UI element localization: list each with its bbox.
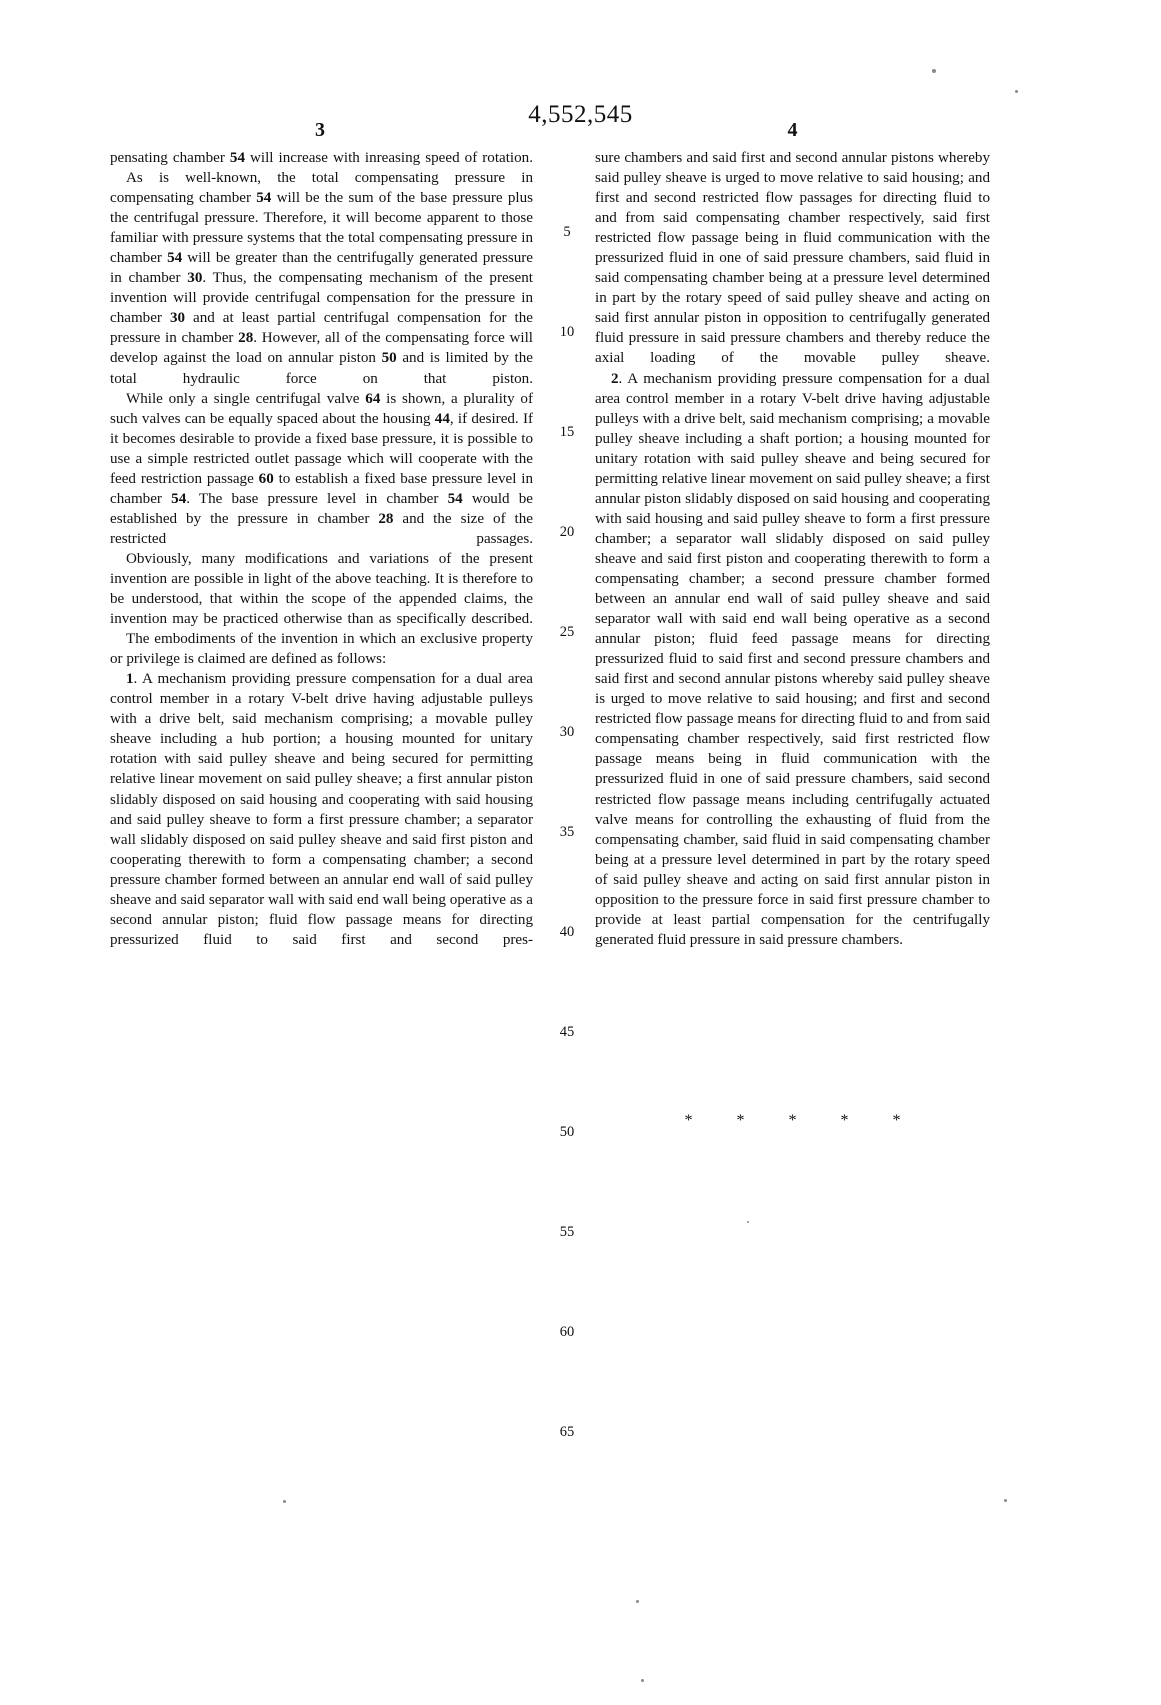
reference-numeral: 54 — [256, 190, 272, 207]
reference-numeral: 28 — [378, 510, 394, 527]
paragraph: As is well-known, the total compensating pressure in compensating chamber 54 will be the sum of the base pressure plus the centrifugal pressure. Therefore, it will become apparent to those familiar with pressure systems that the total compensating pressure in chamber 54 will be greater than the centrifugally generated pressure in chamber 30. Thus, the compensating mechanism of the present invention will provide centrifugal compensation for the pressure in chamber 30 and at least partial centrifugal compensation for the pressure in chamber 28. However, all of the compensating force will develop against the load on annular piston 50 and is limited by the total hydraulic force on that piston. — [110, 170, 534, 387]
scan-speckle — [747, 1221, 749, 1223]
paragraph: pensating chamber 54 will increase with inreasing speed of rotation. — [110, 150, 533, 166]
column-number-right: 4 — [787, 119, 798, 141]
reference-numeral: 64 — [365, 390, 381, 407]
reference-numeral: 1 — [126, 671, 134, 688]
column-number-left: 3 — [315, 119, 325, 141]
line-number: 30 — [559, 724, 575, 740]
patent-number: 4,552,545 — [528, 101, 633, 128]
reference-numeral: 54 — [167, 250, 183, 267]
line-number: 10 — [559, 324, 575, 340]
line-number: 25 — [559, 624, 575, 640]
line-number: 35 — [559, 824, 575, 840]
text-column-left — [110, 148, 533, 950]
line-number: 65 — [559, 1424, 575, 1440]
line-number: 40 — [559, 924, 575, 940]
scan-speckle — [636, 1600, 639, 1603]
reference-numeral: 54 — [171, 490, 187, 507]
line-number: 50 — [559, 1124, 575, 1140]
reference-numeral: 44 — [434, 410, 450, 427]
line-number: 15 — [559, 424, 575, 440]
scan-speckle — [1015, 90, 1018, 93]
line-number: 20 — [559, 524, 575, 540]
reference-numeral: 50 — [381, 350, 397, 367]
reference-numeral: 28 — [238, 330, 254, 347]
scan-speckle — [283, 1500, 286, 1503]
scan-speckle — [932, 69, 936, 73]
line-number: 5 — [563, 224, 571, 240]
reference-numeral: 30 — [169, 310, 186, 327]
line-number: 60 — [559, 1324, 575, 1340]
reference-numeral: 54 — [229, 150, 245, 166]
line-number: 55 — [559, 1224, 575, 1240]
paragraph: 2. A mechanism providing pressure compensation for a dual area control member in a rotary V-belt drive having adjustable pulleys with a drive belt, said mechanism comprising; a movable pulley sheave including a shaft portion; a housing mounted for unitary rotation with said pulley sheave and being secured for permitting relative linear movement on said pulley sheave; a first annular piston slidably disposed on said housing and cooperating with said housing and said pulley sheave to form a first pressure chamber; a separator wall slidably disposed on said pulley sheave and said first piston and cooperating therewith to form a compensating chamber; a second pressure chamber formed between an annular end wall of said pulley sheave and said separator wall with said end wall being operative as a second annular piston; fluid feed passage means for directing pressurized fluid to said first and second pressure chambers and said first and second annular pistons whereby said pulley sheave is urged to move relative to said housing; and first and second restricted flow passage means for directing fluid to and from said compensating chamber respectively, said first restricted flow passage means being in fluid communication with the pressurized fluid in one of said pressure chambers, said second restricted flow passage means including centrifugally actuated valve means for controlling the exhausting of fluid from the compensating chamber, said fluid in said compensating chamber being at a pressure level determined in part by the rotary speed of said pulley sheave and acting on said first annular piston in opposition to the pressure force in said first pressure chamber to provide at least partial compensation for the centrifugally generated fluid pressure in said pressure chambers. — [595, 370, 990, 948]
text-column-right — [595, 148, 990, 950]
paragraph: sure chambers and said first and second annular pistons whereby said pulley sheave is urged to move relative to said housing; and first and second restricted flow passages for directing fluid to and from said compensating chamber respectively, said first restricted flow passage being in fluid communication with the pressurized fluid in one of said pressure chambers, said fluid in said compensating chamber being at a pressure level determined in part by the rotary speed of said pulley sheave and acting on said first annular piston in opposition to centrifugally generated fluid pressure in said pressure chambers and thereby reduce the axial loading of the movable pulley sheave. — [595, 150, 990, 367]
reference-numeral: 60 — [258, 470, 274, 487]
paragraph: The embodiments of the invention in which an exclusive property or privilege is claimed are defined as follows: — [110, 631, 533, 668]
reference-numeral: 54 — [447, 490, 463, 507]
scan-speckle — [641, 1679, 644, 1682]
reference-numeral: 2 — [611, 370, 619, 387]
line-number: 45 — [559, 1024, 575, 1040]
end-of-claims-asterisks: * * * * * — [684, 1112, 921, 1129]
paragraph: Obviously, many modifications and variations of the present invention are possible in light of the above teaching. It is therefore to be understood, that within the scope of the appended claims, the invention may be practiced otherwise than as specifically described. — [110, 550, 533, 628]
reference-numeral: 30 — [187, 270, 203, 287]
paragraph: 1. A mechanism providing pressure compensation for a dual area control member in a rotary V-belt drive having adjustable pulleys with a drive belt, said mechanism comprising; a movable pulley sheave including a hub portion; a housing mounted for unitary rotation with said pulley sheave and being secured for permitting relative linear movement on said pulley sheave; a first annular piston slidably disposed on said housing and cooperating with said housing and said pulley sheave to form a first pressure chamber; a separator wall slidably disposed on said pulley sheave and said first piston and cooperating therewith to form a compensating chamber; a second pressure chamber formed between an annular end wall of said pulley sheave and said separator wall with said end wall being operative as a second annular piston; fluid flow passage means for directing pressurized fluid to said first and second pres- — [110, 671, 533, 948]
paragraph: While only a single centrifugal valve 64 is shown, a plurality of such valves can be equally spaced about the housing 44, if desired. If it becomes desirable to provide a fixed base pressure, it is possible to use a simple restricted outlet passage which will cooperate with the feed restriction passage 60 to establish a fixed base pressure level in chamber 54. The base pressure level in chamber 54 would be established by the pressure in chamber 28 and the size of the restricted passages. — [110, 390, 534, 547]
scan-speckle — [1004, 1499, 1007, 1502]
